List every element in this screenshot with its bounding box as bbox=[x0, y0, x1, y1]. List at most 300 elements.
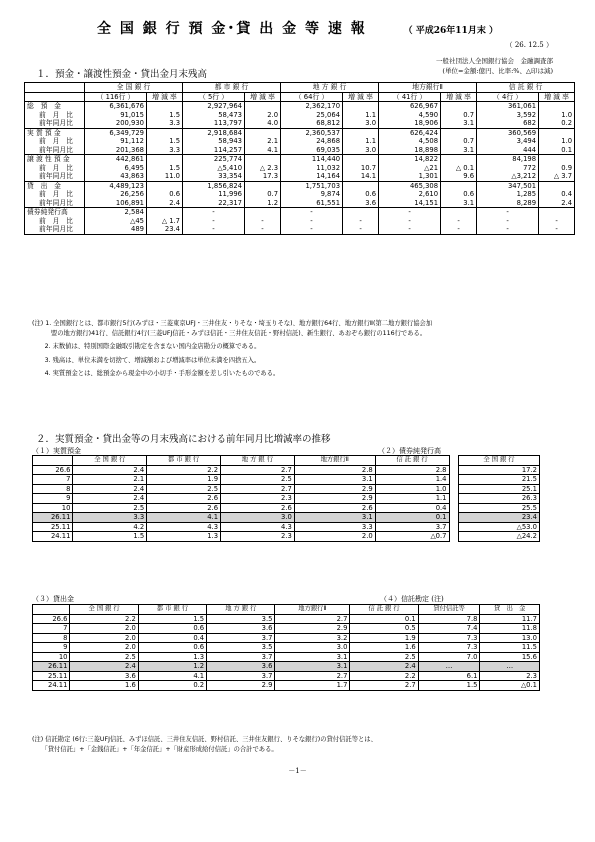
table-cell: 3.5 bbox=[207, 643, 275, 653]
table-cell: 3.0 bbox=[221, 513, 295, 523]
rate-header: 増 減 率 bbox=[147, 92, 183, 102]
bank-count-header: （ 5行 ） bbox=[183, 92, 245, 102]
table-cell: 2.0 bbox=[70, 633, 138, 643]
table-cell bbox=[147, 155, 183, 164]
period-cell: 8 bbox=[33, 484, 73, 494]
table-cell: 2,927,964 bbox=[183, 102, 245, 111]
table-cell: △ 0.1 bbox=[441, 164, 477, 173]
header-row bbox=[25, 83, 575, 93]
table-cell bbox=[245, 181, 281, 190]
table-cell bbox=[147, 102, 183, 111]
column-header: 都 市 銀 行 bbox=[147, 456, 221, 466]
table-cell: △0.1 bbox=[480, 681, 540, 691]
column-header: 地 方 銀 行 bbox=[221, 456, 295, 466]
table-cell: 58,943 bbox=[183, 137, 245, 146]
period-cell: 10 bbox=[33, 503, 73, 513]
table-cell: 7.0 bbox=[418, 652, 480, 662]
table-cell: 3.7 bbox=[207, 633, 275, 643]
table-cell: 2.0 bbox=[294, 532, 375, 542]
table-cell: 1,285 bbox=[477, 190, 539, 199]
table-cell bbox=[343, 155, 379, 164]
table-cell bbox=[539, 128, 575, 137]
table-cell bbox=[539, 181, 575, 190]
row-label: 前 月 比 bbox=[25, 164, 85, 173]
table-cell: 3.3 bbox=[73, 513, 147, 523]
table-cell: △45 bbox=[85, 217, 147, 226]
table-row bbox=[33, 465, 540, 475]
table-cell: 1.5 bbox=[147, 137, 183, 146]
table-cell: 1.1 bbox=[343, 137, 379, 146]
table-cell bbox=[343, 128, 379, 137]
table-cell: 2.6 bbox=[294, 503, 375, 513]
table-cell: 2.2 bbox=[70, 614, 138, 624]
table-cell: 43,863 bbox=[85, 172, 147, 181]
table-cell: 3.6 bbox=[207, 624, 275, 634]
table-cell: - bbox=[477, 217, 539, 226]
table-cell: 3.6 bbox=[343, 199, 379, 208]
table-cell: 7.4 bbox=[418, 624, 480, 634]
table-cell: 0.4 bbox=[539, 190, 575, 199]
table-cell bbox=[539, 102, 575, 111]
column-header: 全 国 銀 行 bbox=[73, 456, 147, 466]
column-header: 都 市 銀 行 bbox=[138, 605, 206, 615]
table-cell: 1.6 bbox=[350, 643, 418, 653]
table-cell: 3.1 bbox=[294, 475, 375, 485]
rate-header: 増 減 率 bbox=[441, 92, 477, 102]
table-cell: 4.1 bbox=[138, 671, 206, 681]
table-cell: 26.3 bbox=[459, 494, 540, 504]
table-cell: 3.7 bbox=[207, 671, 275, 681]
table-cell: 2,362,170 bbox=[281, 102, 343, 111]
table-cell: 2.6 bbox=[147, 503, 221, 513]
table-cell: 17.3 bbox=[245, 172, 281, 181]
table-cell: △0.7 bbox=[375, 532, 449, 542]
table-cell: 3,592 bbox=[477, 111, 539, 120]
table-cell: 4.2 bbox=[73, 522, 147, 532]
table-cell: 465,308 bbox=[379, 181, 441, 190]
bank-count-header: （ 41行 ） bbox=[379, 92, 441, 102]
table-cell: 626,967 bbox=[379, 102, 441, 111]
note-line: 「貸付信託」+「金銭信託」+「年金信託」+「財産形成給付信託」の合計である。 bbox=[32, 745, 278, 753]
release-date: （ 26. 12.5 ） bbox=[505, 41, 553, 49]
table-cell bbox=[441, 128, 477, 137]
table-cell: - bbox=[441, 225, 477, 234]
table-cell: 4,508 bbox=[379, 137, 441, 146]
gap-cell bbox=[449, 456, 459, 466]
table-cell: - bbox=[281, 217, 343, 226]
table-cell: 22,317 bbox=[183, 199, 245, 208]
table-row-change bbox=[25, 199, 575, 208]
table-cell: 2,918,684 bbox=[183, 128, 245, 137]
bank-count-header: （ 116行 ） bbox=[85, 92, 147, 102]
bank-count-header: （ 64行 ） bbox=[281, 92, 343, 102]
table-cell: 2.1 bbox=[73, 475, 147, 485]
table-row bbox=[33, 614, 540, 624]
table-cell: 14,164 bbox=[281, 172, 343, 181]
column-header: 全 国 銀 行 bbox=[459, 456, 540, 466]
table-cell: 91,112 bbox=[85, 137, 147, 146]
column-header: 信 託 銀 行 bbox=[375, 456, 449, 466]
table-cell: 1,751,703 bbox=[281, 181, 343, 190]
period-cell: 24.11 bbox=[33, 681, 70, 691]
table-row-change bbox=[25, 119, 575, 128]
table-cell: 11.8 bbox=[480, 624, 540, 634]
table-cell: 2,610 bbox=[379, 190, 441, 199]
table-cell: 2.5 bbox=[350, 652, 418, 662]
table-cell: 3.3 bbox=[147, 146, 183, 155]
bank-group-header: 都 市 銀 行 bbox=[183, 83, 281, 93]
table-cell: 772 bbox=[477, 164, 539, 173]
table-cell: 3.6 bbox=[207, 662, 275, 672]
table-row bbox=[33, 475, 540, 485]
table-cell: 0.4 bbox=[138, 633, 206, 643]
table-cell: 0.6 bbox=[138, 624, 206, 634]
table-cell: 225,774 bbox=[183, 155, 245, 164]
table-cell: 84,198 bbox=[477, 155, 539, 164]
table-cell: 69,035 bbox=[281, 146, 343, 155]
table-cell: 33,354 bbox=[183, 172, 245, 181]
notes-section2 bbox=[32, 735, 572, 754]
table-cell: 3.1 bbox=[275, 652, 350, 662]
table-cell: 11.0 bbox=[147, 172, 183, 181]
table-cell: 1.0 bbox=[539, 137, 575, 146]
table-row-change bbox=[25, 217, 575, 226]
row-label: 前 月 比 bbox=[25, 217, 85, 226]
table-cell: 4.3 bbox=[221, 522, 295, 532]
table-cell: - bbox=[477, 208, 539, 217]
table-balances bbox=[24, 82, 575, 235]
table-cell: 347,501 bbox=[477, 181, 539, 190]
period-cell: 26.11 bbox=[33, 662, 70, 672]
table-cell: 18,906 bbox=[379, 119, 441, 128]
table-cell: 3,494 bbox=[477, 137, 539, 146]
table-row-change bbox=[25, 225, 575, 234]
table-row-change bbox=[25, 190, 575, 199]
table-cell: 0.6 bbox=[441, 190, 477, 199]
table-cell: - bbox=[379, 208, 441, 217]
table-cell bbox=[441, 155, 477, 164]
table-cell: 2.4 bbox=[539, 199, 575, 208]
table-cell: 0.5 bbox=[350, 624, 418, 634]
table-cell: 114,257 bbox=[183, 146, 245, 155]
table-cell: 3.1 bbox=[294, 513, 375, 523]
table-cell: 2,360,537 bbox=[281, 128, 343, 137]
table-cell bbox=[245, 128, 281, 137]
period-cell: 25.11 bbox=[33, 522, 73, 532]
table-cell: 6,495 bbox=[85, 164, 147, 173]
table-row bbox=[33, 522, 540, 532]
period-cell: 7 bbox=[33, 624, 70, 634]
bank-group-header: 信 託 銀 行 bbox=[477, 83, 575, 93]
gap-cell bbox=[449, 475, 459, 485]
table-cell: 1.2 bbox=[138, 662, 206, 672]
table-cell: - bbox=[379, 217, 441, 226]
table-cell: … bbox=[418, 662, 480, 672]
column-header: 地方銀行Ⅱ bbox=[275, 605, 350, 615]
table-cell: △24.2 bbox=[459, 532, 540, 542]
table-cell: 2.0 bbox=[245, 111, 281, 120]
header-row bbox=[33, 605, 540, 615]
table-cell: 23.4 bbox=[459, 513, 540, 523]
table-cell: 15.6 bbox=[480, 652, 540, 662]
row-label: 貸 出 金 bbox=[25, 181, 85, 190]
table-cell: 61,551 bbox=[281, 199, 343, 208]
header-row bbox=[33, 456, 540, 466]
note-line: (注) 信託勘定 (6行:三菱UFJ信託、みずほ信託、三井住友信託、野村信託、三井住友銀行、りそな銀行)の貸付信託等とは、 bbox=[32, 736, 377, 743]
table-cell: 1.5 bbox=[418, 681, 480, 691]
table-cell: 6.1 bbox=[418, 671, 480, 681]
table-cell: 2.7 bbox=[221, 465, 295, 475]
period-cell: 26.11 bbox=[33, 513, 73, 523]
period-cell: 9 bbox=[33, 494, 73, 504]
period-cell: 8 bbox=[33, 633, 70, 643]
table-loan-growth bbox=[32, 604, 540, 691]
table-row bbox=[33, 624, 540, 634]
table-cell: 1.2 bbox=[245, 199, 281, 208]
table-row-main bbox=[25, 102, 575, 111]
table-cell: 1.9 bbox=[147, 475, 221, 485]
table-cell: 360,569 bbox=[477, 128, 539, 137]
table-cell bbox=[441, 102, 477, 111]
column-header: 地 方 銀 行 bbox=[207, 605, 275, 615]
table-cell: △ 3.7 bbox=[539, 172, 575, 181]
table-cell bbox=[245, 102, 281, 111]
table-cell: 1.7 bbox=[275, 681, 350, 691]
bank-count-header: （ 4行 ） bbox=[477, 92, 539, 102]
row-label: 前年同月比 bbox=[25, 199, 85, 208]
table-cell: 2.8 bbox=[375, 465, 449, 475]
table-cell bbox=[147, 181, 183, 190]
header-corner bbox=[25, 83, 85, 93]
table-cell: - bbox=[379, 225, 441, 234]
row-label: 前 月 比 bbox=[25, 137, 85, 146]
table-cell: 0.4 bbox=[375, 503, 449, 513]
table-cell: 2.5 bbox=[70, 652, 138, 662]
period-cell: 10 bbox=[33, 652, 70, 662]
note-line: (注) 1. 全国銀行とは、都市銀行5行(みずほ・三菱東京UFJ・三井住友・りそな・埼玉りそな)、地方銀行64行、地方銀行Ⅱ(第二地方銀行協会加 bbox=[32, 320, 433, 327]
table-cell: 25.5 bbox=[459, 503, 540, 513]
table-cell: 3.1 bbox=[441, 199, 477, 208]
table-cell: 4.3 bbox=[147, 522, 221, 532]
table-cell: 3.7 bbox=[375, 522, 449, 532]
table-cell: 2.0 bbox=[70, 624, 138, 634]
header-corner bbox=[25, 92, 85, 102]
table-cell: 2.2 bbox=[350, 671, 418, 681]
bank-group-header: 地方銀行Ⅱ bbox=[379, 83, 477, 93]
page-title bbox=[0, 18, 595, 38]
table-row-change bbox=[25, 111, 575, 120]
table-cell: 4.0 bbox=[245, 119, 281, 128]
table-cell: 6,349,729 bbox=[85, 128, 147, 137]
table-cell: 3.5 bbox=[207, 614, 275, 624]
period-cell: 25.11 bbox=[33, 671, 70, 681]
table-cell: 626,424 bbox=[379, 128, 441, 137]
table-cell: 2.8 bbox=[294, 465, 375, 475]
table-cell: 0.1 bbox=[350, 614, 418, 624]
table-cell bbox=[147, 208, 183, 217]
table-cell: 1,301 bbox=[379, 172, 441, 181]
table-cell: 113,797 bbox=[183, 119, 245, 128]
table-cell: 2.9 bbox=[275, 624, 350, 634]
table-cell bbox=[245, 155, 281, 164]
column-header: 貸 出 金 bbox=[480, 605, 540, 615]
table-cell bbox=[343, 102, 379, 111]
table-cell: 18,898 bbox=[379, 146, 441, 155]
table-cell: △53.0 bbox=[459, 522, 540, 532]
table-cell: 2.5 bbox=[147, 484, 221, 494]
table-row bbox=[33, 513, 540, 523]
table-cell: 2.4 bbox=[147, 199, 183, 208]
table-cell: 1.5 bbox=[147, 164, 183, 173]
table-cell: 11.7 bbox=[480, 614, 540, 624]
table-cell: 1.0 bbox=[539, 111, 575, 120]
table-cell: 1.5 bbox=[138, 614, 206, 624]
table-cell: - bbox=[281, 208, 343, 217]
section1-title: １．預金・譲渡性預金・貸出金月末残高 bbox=[36, 69, 208, 80]
table-cell: 1.5 bbox=[147, 111, 183, 120]
table-cell: 11.5 bbox=[480, 643, 540, 653]
table-row-change bbox=[25, 164, 575, 173]
table-cell: 2.4 bbox=[73, 484, 147, 494]
table-cell: 7.3 bbox=[418, 643, 480, 653]
table-row-change bbox=[25, 172, 575, 181]
table-cell: - bbox=[183, 225, 245, 234]
table-cell: 2.0 bbox=[70, 643, 138, 653]
rate-header: 増 減 率 bbox=[343, 92, 379, 102]
table-cell: 2.6 bbox=[221, 503, 295, 513]
table-cell: 1.3 bbox=[147, 532, 221, 542]
table-cell: 2.7 bbox=[221, 484, 295, 494]
row-label: 前年同月比 bbox=[25, 146, 85, 155]
table-cell: - bbox=[343, 225, 379, 234]
table-cell: 0.1 bbox=[375, 513, 449, 523]
period-cell: 26.6 bbox=[33, 465, 73, 475]
table-cell bbox=[343, 208, 379, 217]
table-cell: △3,212 bbox=[477, 172, 539, 181]
row-label: 債券純発行高 bbox=[25, 208, 85, 217]
sub1-label: （１）実質預金 bbox=[32, 447, 81, 455]
table-cell: 2.9 bbox=[294, 494, 375, 504]
bank-group-header: 地 方 銀 行 bbox=[281, 83, 379, 93]
table-row bbox=[33, 671, 540, 681]
table-cell: 1.3 bbox=[138, 652, 206, 662]
table-cell: 0.7 bbox=[441, 111, 477, 120]
period-cell: 26.6 bbox=[33, 614, 70, 624]
gap-cell bbox=[449, 532, 459, 542]
table-cell: 2.2 bbox=[147, 465, 221, 475]
sub3-label: （３）貸出金 bbox=[32, 595, 74, 603]
table-cell: 0.7 bbox=[441, 137, 477, 146]
table-cell: 3.6 bbox=[70, 671, 138, 681]
table-cell: 361,061 bbox=[477, 102, 539, 111]
table-cell: △5,410 bbox=[183, 164, 245, 173]
table-cell bbox=[539, 155, 575, 164]
table-cell: - bbox=[245, 217, 281, 226]
table-row bbox=[33, 532, 540, 542]
table-row-change bbox=[25, 146, 575, 155]
table-cell: 2.7 bbox=[275, 671, 350, 681]
table-cell: 200,930 bbox=[85, 119, 147, 128]
table-cell: 2.3 bbox=[221, 532, 295, 542]
note-line: 4. 実質預金とは、総預金から現金中の小切手・手形金額を差し引いたものである。 bbox=[32, 370, 280, 377]
table-cell: - bbox=[441, 217, 477, 226]
table-row bbox=[33, 494, 540, 504]
rate-header: 増 減 率 bbox=[245, 92, 281, 102]
table-row-main bbox=[25, 208, 575, 217]
gap-cell bbox=[449, 522, 459, 532]
table-cell: 58,473 bbox=[183, 111, 245, 120]
table-cell: 3.1 bbox=[441, 119, 477, 128]
table-cell: 10.7 bbox=[343, 164, 379, 173]
table-cell: 21.5 bbox=[459, 475, 540, 485]
table-cell: 3.3 bbox=[147, 119, 183, 128]
row-label: 前 月 比 bbox=[25, 111, 85, 120]
table-cell: 0.6 bbox=[343, 190, 379, 199]
table-cell: 0.9 bbox=[539, 164, 575, 173]
row-label: 前年同月比 bbox=[25, 225, 85, 234]
table-cell: 1,856,824 bbox=[183, 181, 245, 190]
table-row bbox=[33, 652, 540, 662]
table-cell: 2.5 bbox=[73, 503, 147, 513]
row-label: 実 質 預 金 bbox=[25, 128, 85, 137]
header-corner bbox=[33, 605, 70, 615]
table-cell: 17.2 bbox=[459, 465, 540, 475]
table-cell: 2.7 bbox=[350, 681, 418, 691]
table-row bbox=[33, 633, 540, 643]
table-cell: - bbox=[183, 217, 245, 226]
row-label: 総 預 金 bbox=[25, 102, 85, 111]
period-cell: 24.11 bbox=[33, 532, 73, 542]
table-row-change bbox=[25, 137, 575, 146]
table-cell bbox=[245, 208, 281, 217]
period-cell: 7 bbox=[33, 475, 73, 485]
table-cell: 2,584 bbox=[85, 208, 147, 217]
column-header: 貸付信託等 bbox=[418, 605, 480, 615]
table-cell: 3.2 bbox=[275, 633, 350, 643]
table-cell: - bbox=[477, 225, 539, 234]
table-cell: 201,368 bbox=[85, 146, 147, 155]
table-cell: 442,861 bbox=[85, 155, 147, 164]
table-cell: 2.4 bbox=[73, 494, 147, 504]
section2-title: ２．実質預金・貸出金等の月末残高における前年同月比増減率の推移 bbox=[36, 434, 331, 445]
table-cell: 1.6 bbox=[70, 681, 138, 691]
table-cell: 2.1 bbox=[245, 137, 281, 146]
table-cell: 9.6 bbox=[441, 172, 477, 181]
period-label: （ 平成26年11月末 ） bbox=[403, 26, 498, 36]
table-cell: - bbox=[539, 225, 575, 234]
column-header: 全 国 銀 行 bbox=[70, 605, 138, 615]
page-number: －1－ bbox=[288, 767, 307, 775]
table-cell: 0.6 bbox=[147, 190, 183, 199]
header-corner bbox=[33, 456, 73, 466]
table-cell: - bbox=[183, 208, 245, 217]
notes-section1 bbox=[32, 319, 572, 379]
table-cell: 1.4 bbox=[375, 475, 449, 485]
table-cell: 6,361,676 bbox=[85, 102, 147, 111]
gap-cell bbox=[449, 513, 459, 523]
units-note: (単位=金額:億円、比率:%、△印は減) bbox=[442, 67, 553, 75]
row-label: 譲 渡 性 預 金 bbox=[25, 155, 85, 164]
table-cell: 0.2 bbox=[138, 681, 206, 691]
org-name: 一般社団法人全国銀行協会 金融調査部 bbox=[436, 57, 553, 65]
table-cell: 2.3 bbox=[480, 671, 540, 681]
table-cell: 1.1 bbox=[343, 111, 379, 120]
table-cell: 7.3 bbox=[418, 633, 480, 643]
row-label: 前 月 比 bbox=[25, 190, 85, 199]
table-cell: 11,996 bbox=[183, 190, 245, 199]
table-cell bbox=[539, 208, 575, 217]
table-cell: 14.1 bbox=[343, 172, 379, 181]
